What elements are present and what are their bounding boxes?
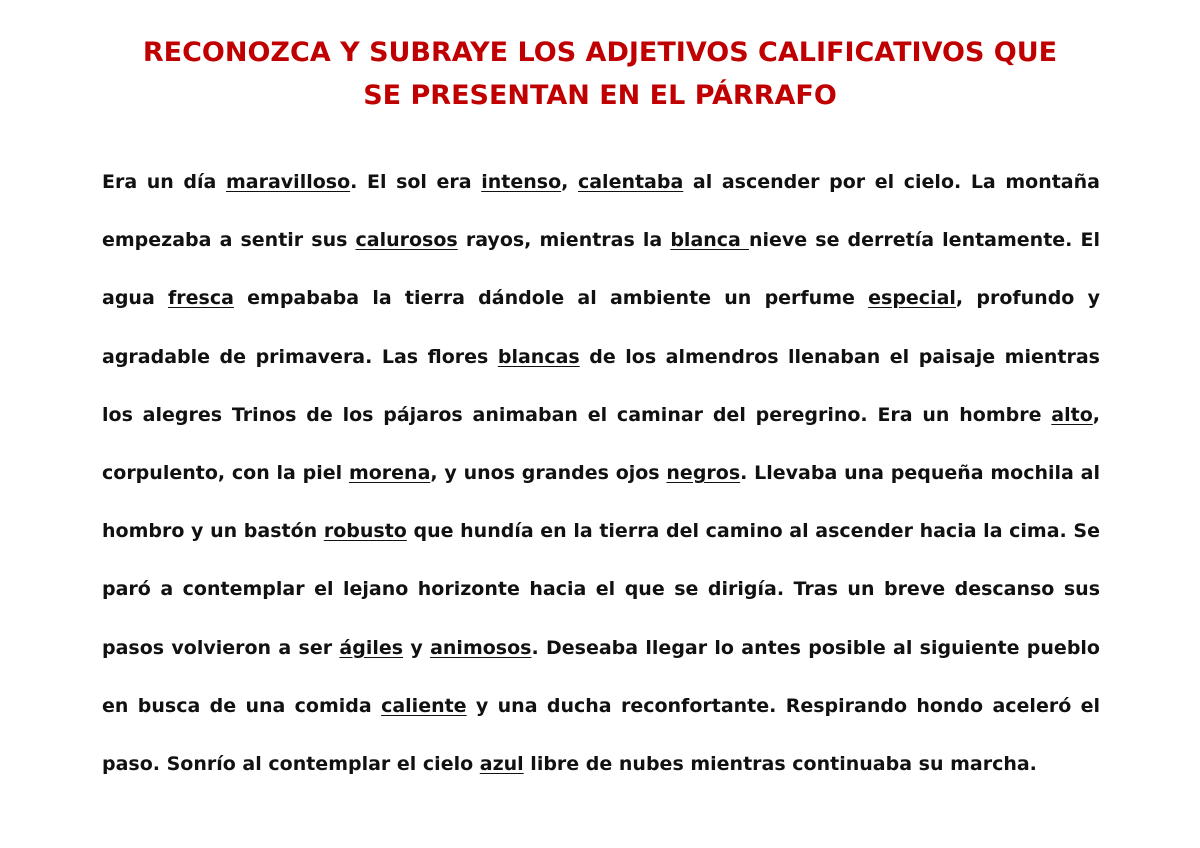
underlined-adjective: blanca <box>670 229 749 252</box>
paragraph-text: , y unos grandes ojos <box>430 462 667 485</box>
paragraph-text: Era un día <box>102 171 226 193</box>
paragraph-text: . El sol era <box>350 171 482 193</box>
paragraph-text: que hundía en la tierra del camino al ascender hacia la cima. Se paró a contemplar el lejano horizonte hacia el que se dirigía. Tras un breve descanso sus pasos volvieron a ser <box>102 520 1100 659</box>
underlined-adjective: negros <box>666 462 741 485</box>
underlined-adjective: calurosos <box>355 229 458 252</box>
underlined-adjective: alto <box>1051 403 1093 426</box>
underlined-adjective: robusto <box>323 520 407 543</box>
underlined-adjective: maravilloso <box>225 171 351 193</box>
underlined-adjective: animosos <box>430 636 532 659</box>
paragraph-text: empababa la tierra dándole al ambiente un perfume <box>233 287 869 310</box>
paragraph-text: y <box>403 636 431 659</box>
paragraph-text: . Llevaba una pequeña mochila al hombro y un bastón <box>102 462 1100 543</box>
paragraph-text: , profundo y agradable de primavera. Las flores <box>102 287 1100 368</box>
paragraph-text: libre de nubes mientras continuaba su marcha. <box>523 753 1037 776</box>
underlined-adjective: ágiles <box>339 636 404 659</box>
underlined-adjective: blancas <box>497 345 580 368</box>
paragraph-text: . Deseaba llegar lo antes posible al siguiente pueblo en busca de una comida <box>102 636 1100 717</box>
paragraph-text: nieve se derretía lentamente. El agua <box>102 229 1100 310</box>
paragraph-text: , <box>561 171 578 193</box>
underlined-adjective: morena <box>348 462 431 485</box>
paragraph-text: , corpulento, con la piel <box>102 403 1100 485</box>
underlined-adjective: fresca <box>168 287 234 310</box>
underlined-adjective: caliente <box>381 694 467 717</box>
underlined-adjective: especial <box>868 287 956 310</box>
paragraph-text: al ascender por el cielo. La montaña empezaba a sentir sus <box>102 171 1100 252</box>
paragraph-text: y una ducha reconfortante. Respirando hondo aceleró el paso. Sonrío al contemplar el cielo <box>102 694 1100 776</box>
exercise-paragraph <box>102 153 1100 793</box>
paragraph-text: rayos, mientras la <box>457 229 671 252</box>
page-title-line-2: SE PRESENTAN EN EL PÁRRAFO <box>363 80 837 111</box>
page-title-line-1: RECONOZCA Y SUBRAYE LOS ADJETIVOS CALIFICATIVOS QUE <box>142 37 1058 68</box>
underlined-adjective: azul <box>479 753 524 776</box>
underlined-adjective: intenso <box>481 171 562 193</box>
underlined-adjective: calentaba <box>577 171 684 193</box>
paragraph-text: de los almendros llenaban el paisaje mientras los alegres Trinos de los pájaros animaban el caminar del peregrino. Era un hombre <box>102 345 1100 426</box>
